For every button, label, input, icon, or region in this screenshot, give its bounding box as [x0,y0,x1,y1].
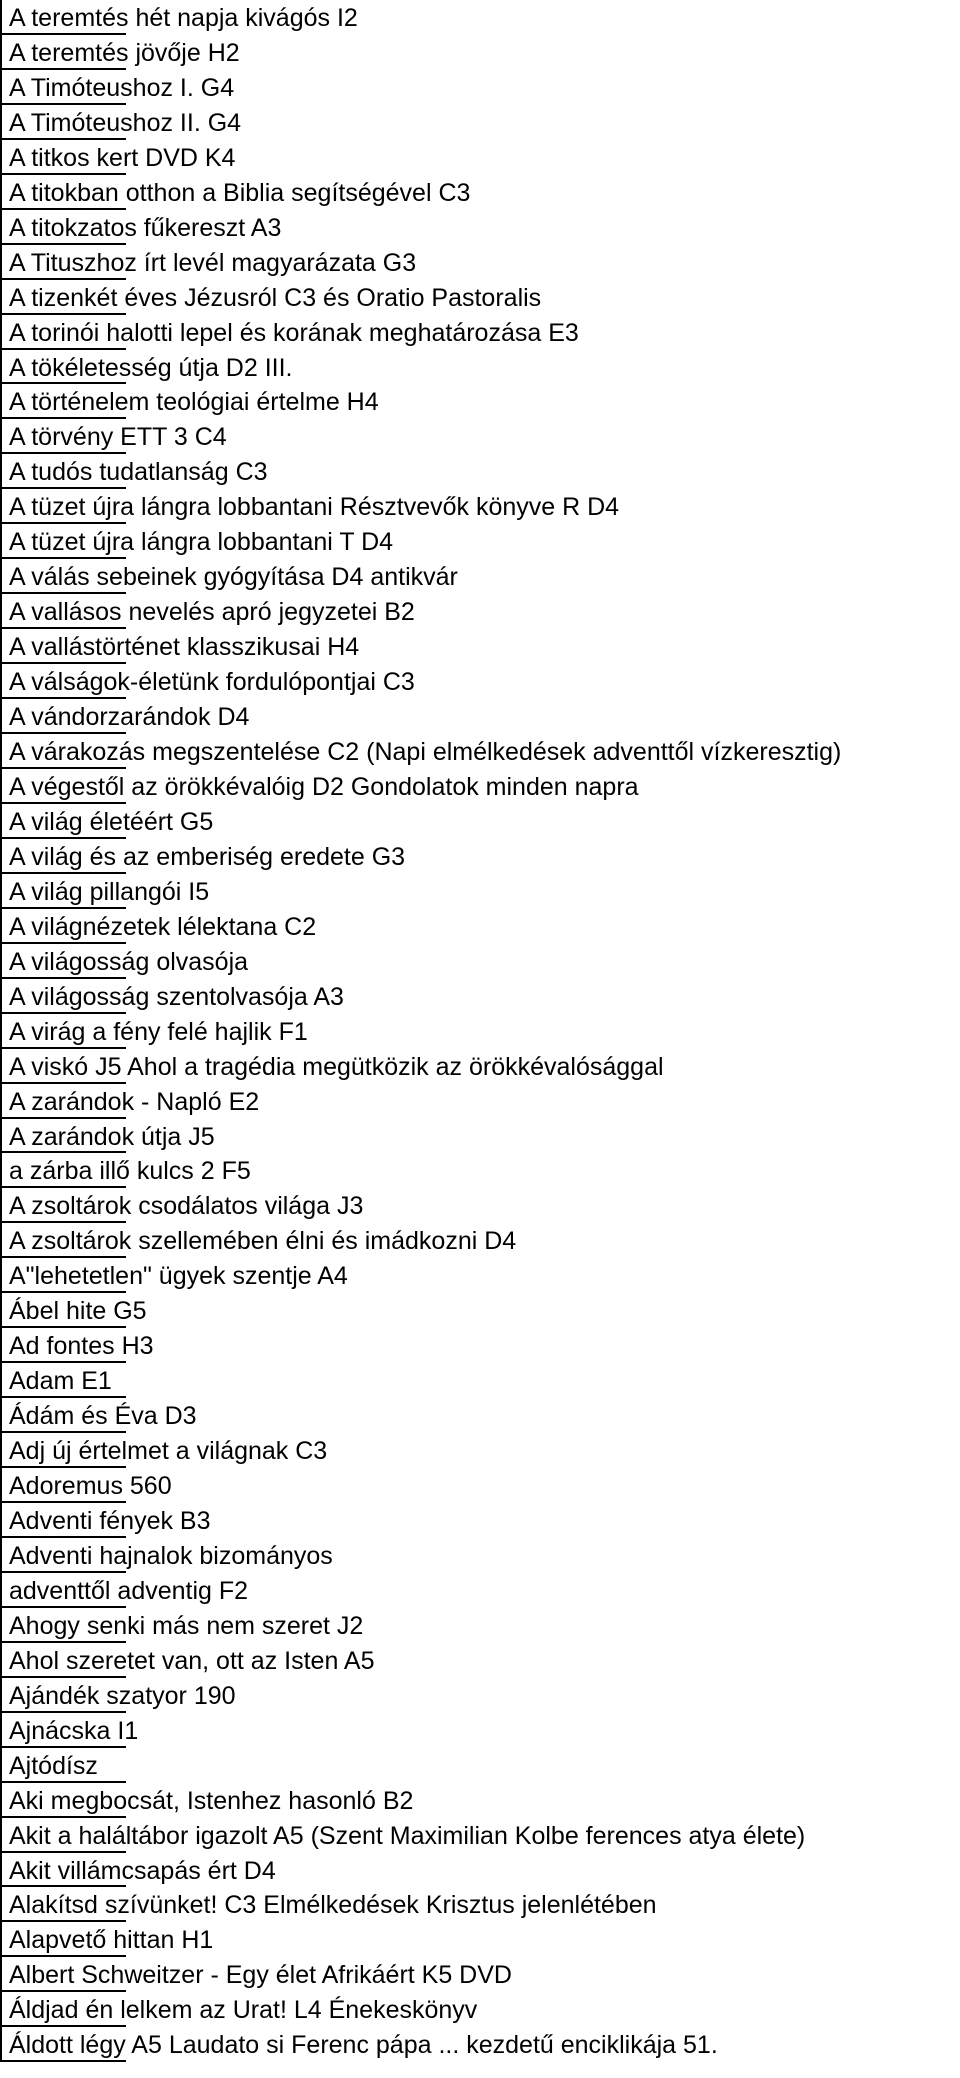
cell-bottom-border [0,2060,126,2062]
list-item [0,105,960,140]
list-item [0,210,960,245]
list-item-text: A zarándok - Napló E2 [9,1087,260,1116]
cell-left-border [0,1293,2,1328]
list-item [0,1887,960,1922]
list-item-text: Ad fontes H3 [9,1332,154,1361]
list-item-text: A vallástörténet klasszikusai H4 [9,633,360,662]
list-item [0,1853,960,1888]
cell-left-border [0,874,2,909]
list-item-text: Ahogy senki más nem szeret J2 [9,1611,364,1640]
cell-left-border [0,1363,2,1398]
cell-left-border [0,175,2,210]
cell-left-border [0,419,2,454]
cell-left-border [0,1573,2,1608]
list-item-text: A világosság szentolvasója A3 [9,982,344,1011]
list-item-text: Albert Schweitzer - Egy élet Afrikáért K5 DVD [9,1961,512,1990]
list-item-text: A zsoltárok szellemében élni és imádkozni D4 [9,1227,517,1256]
list-item [0,350,960,385]
cell-left-border [0,350,2,385]
list-item-text: A világ és az emberiség eredete G3 [9,842,406,871]
list-item-text: A viskó J5 Ahol a tragédia megütközik az örökkévalósággal [9,1052,664,1081]
list-item [0,140,960,175]
list-item [0,245,960,280]
list-item [0,1049,960,1084]
list-item [0,1084,960,1119]
list-item [0,1678,960,1713]
list-item [0,1608,960,1643]
list-item-text: A világ pillangói I5 [9,877,210,906]
list-item-text: A tökéletesség útja D2 III. [9,353,293,382]
list-item [0,1119,960,1154]
list-item-text: Aki megbocsát, Istenhez hasonló B2 [9,1786,414,1815]
list-item [0,384,960,419]
list-item-text: A zarándok útja J5 [9,1122,215,1151]
cell-left-border [0,140,2,175]
list-item-text: A Timóteushoz II. G4 [9,108,242,137]
list-item [0,804,960,839]
list-item-text: Ahol szeretet van, ott az Isten A5 [9,1646,375,1675]
list-item [0,1363,960,1398]
list-item-text: Ajtódísz [9,1751,98,1780]
cell-left-border [0,909,2,944]
cell-left-border [0,280,2,315]
list-item-text: A világ életéért G5 [9,807,214,836]
cell-left-border [0,1084,2,1119]
list-item [0,1713,960,1748]
list-item-text: a zárba illő kulcs 2 F5 [9,1157,251,1186]
list-item-text: Akit a haláltábor igazolt A5 (Szent Maximilian Kolbe ferences atya élete) [9,1821,806,1850]
list-item [0,489,960,524]
list-item [0,1783,960,1818]
cell-left-border [0,1922,2,1957]
cell-left-border [0,594,2,629]
list-item [0,419,960,454]
cell-left-border [0,1468,2,1503]
cell-left-border [0,664,2,699]
cell-left-border [0,1748,2,1783]
cell-left-border [0,1992,2,2027]
cell-left-border [0,1853,2,1888]
cell-left-border [0,979,2,1014]
cell-left-border [0,70,2,105]
list-item [0,1468,960,1503]
cell-left-border [0,1503,2,1538]
cell-left-border [0,1783,2,1818]
list-item-text: A titkos kert DVD K4 [9,143,236,172]
list-item-text: Áldott légy A5 Laudato si Ferenc pápa ... kezdetű enciklikája 51. [9,2031,718,2060]
cell-left-border [0,1328,2,1363]
list-item [0,1188,960,1223]
list-item [0,979,960,1014]
list-item [0,1293,960,1328]
list-item [0,1153,960,1188]
list-item [0,1398,960,1433]
list-item [0,1433,960,1468]
cell-left-border [0,1258,2,1293]
list-item [0,629,960,664]
cell-left-border [0,1818,2,1853]
list-item-text: Alapvető hittan H1 [9,1926,214,1955]
cell-left-border [0,0,2,35]
cell-left-border [0,1049,2,1084]
list-item [0,1223,960,1258]
cell-left-border [0,944,2,979]
list-item-text: Adj új értelmet a világnak C3 [9,1437,328,1466]
list-item-text: A tudós tudatlanság C3 [9,458,268,487]
list-item-text: A"lehetetlen" ügyek szentje A4 [9,1262,348,1291]
list-item [0,0,960,35]
list-item-text: Ajnácska I1 [9,1716,139,1745]
list-item [0,2027,960,2062]
list-item [0,699,960,734]
list-item-text: A torinói halotti lepel és korának meghatározása E3 [9,318,579,347]
list-item [0,175,960,210]
cell-left-border [0,559,2,594]
list-item-text: A vándorzarándok D4 [9,703,250,732]
cell-left-border [0,1678,2,1713]
cell-left-border [0,1119,2,1154]
list-item [0,1573,960,1608]
list-item [0,839,960,874]
cell-left-border [0,35,2,70]
list-item-text: A válságok-életünk fordulópontjai C3 [9,668,415,697]
list-item-text: Adventi fények B3 [9,1506,211,1535]
list-item [0,1748,960,1783]
list-item [0,315,960,350]
cell-left-border [0,839,2,874]
list-item-text: A virág a fény felé hajlik F1 [9,1017,308,1046]
list-item-text: A válás sebeinek gyógyítása D4 antikvár [9,563,458,592]
cell-left-border [0,524,2,559]
list-item-text: A végestől az örökkévalóig D2 Gondolatok minden napra [9,772,639,801]
list-item [0,594,960,629]
list-item [0,524,960,559]
list-item-text: A titokban otthon a Biblia segítségével C3 [9,178,471,207]
list-item [0,35,960,70]
list-item-text: A várakozás megszentelése C2 (Napi elmélkedések adventtől vízkeresztig) [9,738,842,767]
list-item-text: Áldjad én lelkem az Urat! L4 Énekeskönyv [9,1996,478,2025]
list-item [0,454,960,489]
list-item-text: A titokzatos fűkereszt A3 [9,213,282,242]
list-item [0,70,960,105]
cell-left-border [0,804,2,839]
list-item [0,1503,960,1538]
list-item-text: Ábel hite G5 [9,1297,147,1326]
list-item [0,1992,960,2027]
list-item [0,944,960,979]
list-item [0,1922,960,1957]
cell-left-border [0,105,2,140]
cell-left-border [0,1398,2,1433]
list-item-text: Adam E1 [9,1367,112,1396]
cell-left-border [0,629,2,664]
cell-left-border [0,384,2,419]
cell-left-border [0,1957,2,1992]
list-item-text: A törvény ETT 3 C4 [9,423,227,452]
cell-left-border [0,1887,2,1922]
list-item [0,1258,960,1293]
cell-left-border [0,2027,2,2062]
list-item-text: Alakítsd szívünket! C3 Elmélkedések Krisztus jelenlétében [9,1891,657,1920]
cell-left-border [0,489,2,524]
list-item-text: A tüzet újra lángra lobbantani Résztvevők könyve R D4 [9,493,620,522]
cell-left-border [0,699,2,734]
list-item-text: A teremtés jövője H2 [9,38,240,67]
cell-left-border [0,1153,2,1188]
cell-left-border [0,734,2,769]
list-item-text: A tizenkét éves Jézusról C3 és Oratio Pastoralis [9,283,542,312]
cell-left-border [0,454,2,489]
cell-left-border [0,1223,2,1258]
list-item [0,874,960,909]
list-item [0,1818,960,1853]
list-item [0,1014,960,1049]
list-item-text: A tüzet újra lángra lobbantani T D4 [9,528,394,557]
cell-left-border [0,1608,2,1643]
cell-left-border [0,245,2,280]
cell-left-border [0,315,2,350]
list-item-text: A világnézetek lélektana C2 [9,912,317,941]
list-item-text: Adoremus 560 [9,1472,172,1501]
list-item [0,1643,960,1678]
list-item [0,769,960,804]
list-item-text: adventtől adventig F2 [9,1576,249,1605]
list-item [0,1957,960,1992]
list-item-text: A Timóteushoz I. G4 [9,73,235,102]
list-item-text: A teremtés hét napja kivágós I2 [9,4,358,32]
list-item-text: A vallásos nevelés apró jegyzetei B2 [9,598,415,627]
list-item [0,280,960,315]
list-item [0,734,960,769]
cell-left-border [0,1713,2,1748]
cell-left-border [0,769,2,804]
list-item-text: A történelem teológiai értelme H4 [9,388,379,417]
cell-left-border [0,1538,2,1573]
list-item [0,559,960,594]
cell-left-border [0,1188,2,1223]
list-item-text: Ajándék szatyor 190 [9,1681,236,1710]
list-item [0,1328,960,1363]
list-item-text: A Tituszhoz írt levél magyarázata G3 [9,248,417,277]
list-item-text: Ádám és Éva D3 [9,1402,197,1431]
list-item [0,1538,960,1573]
list-item-text: A világosság olvasója [9,947,249,976]
list-item [0,664,960,699]
list-item [0,909,960,944]
cell-left-border [0,1433,2,1468]
cell-left-border [0,1014,2,1049]
list-item-text: Akit villámcsapás ért D4 [9,1856,276,1885]
cell-left-border [0,1643,2,1678]
list-item-text: A zsoltárok csodálatos világa J3 [9,1192,364,1221]
cell-left-border [0,210,2,245]
list-item-text: Adventi hajnalok bizományos [9,1541,333,1570]
